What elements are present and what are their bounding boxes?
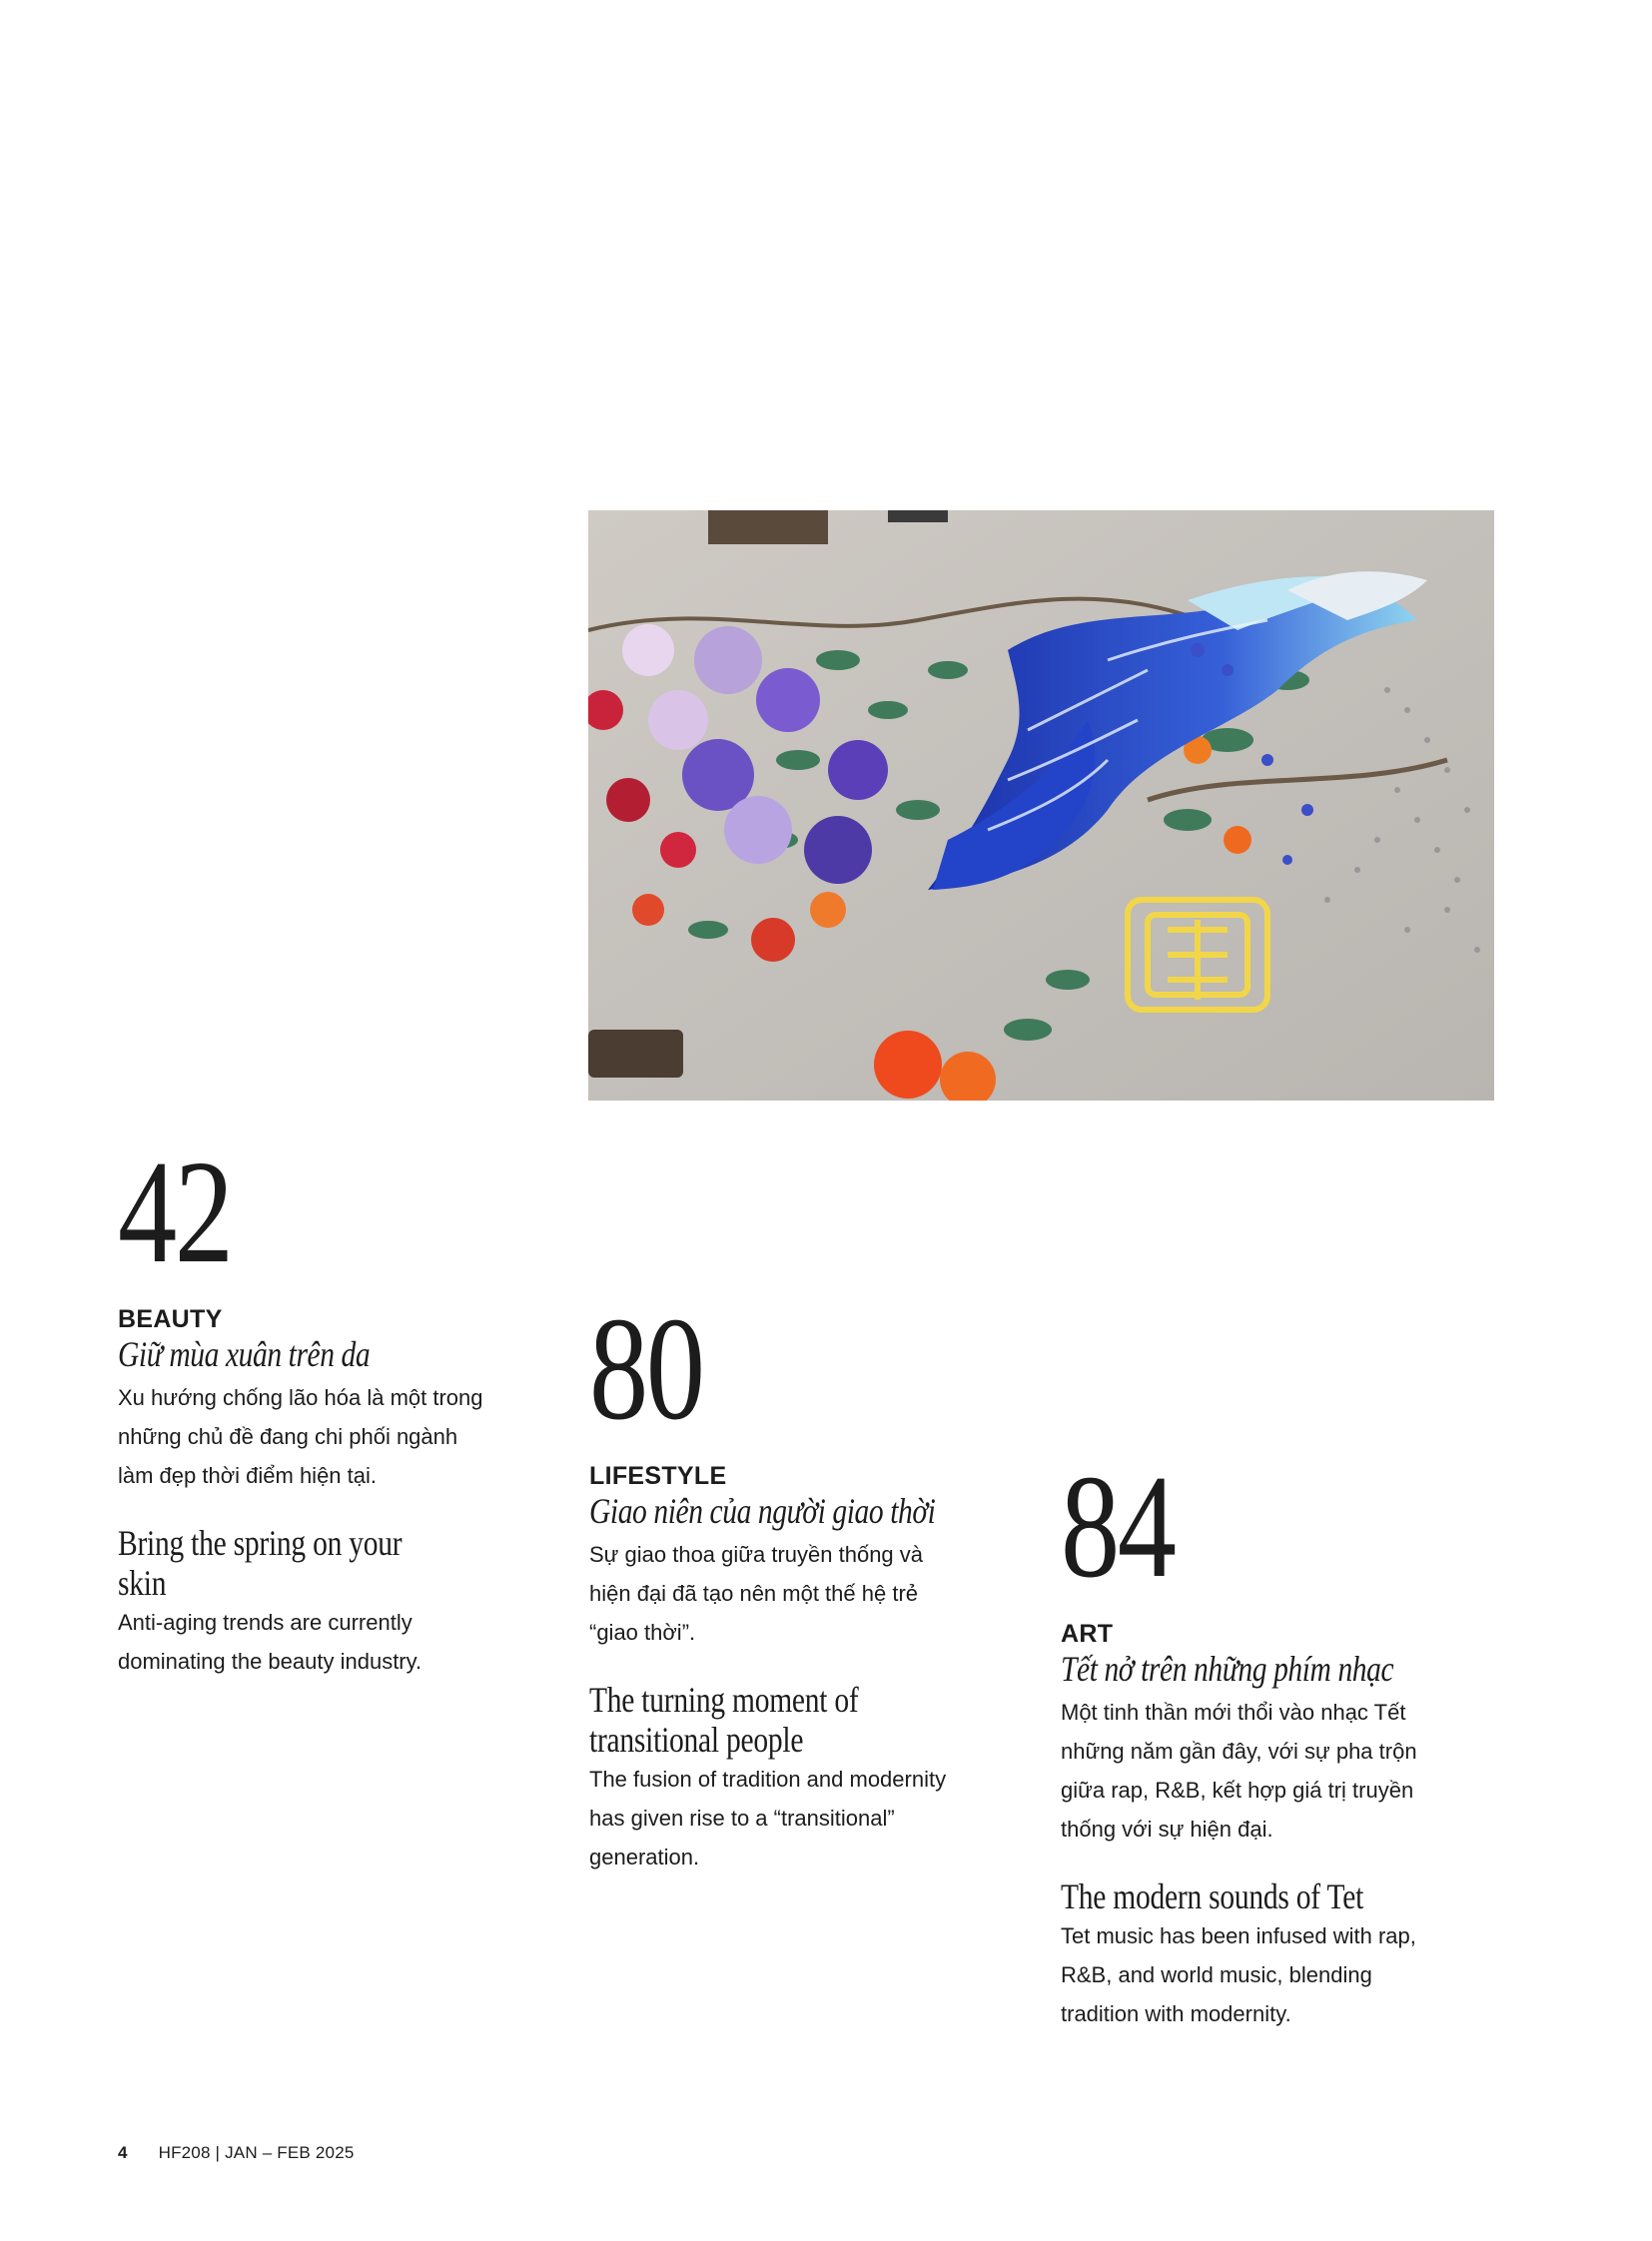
description-english: Anti-aging trends are currently dominating the beauty industry. [118, 1610, 422, 1674]
title-english: The modern sounds of Tet [1061, 1876, 1364, 1916]
embroidery-illustration [588, 510, 1494, 1101]
page-number-42: 42 [118, 1130, 232, 1294]
article-lifestyle[interactable] [589, 1287, 989, 1876]
footer-page-number: 4 [118, 2143, 128, 2162]
description-english: The fusion of tradition and modernity has given rise to a “transitional” generation. [589, 1767, 947, 1869]
hero-image [588, 510, 1494, 1101]
page-number-80: 80 [589, 1287, 703, 1451]
title-english: The turning moment of transitional people [589, 1680, 859, 1760]
title-vietnamese: Tết nở trên những phím nhạc [1061, 1649, 1394, 1689]
description-vietnamese: Xu hướng chống lão hóa là một trong những chủ đề đang chi phối ngành làm đẹp thời điểm hiện tại. [118, 1385, 483, 1488]
article-art[interactable] [1061, 1445, 1460, 2033]
description-vietnamese: Sự giao thoa giữa truyền thống và hiện đại đã tạo nên một thế hệ trẻ “giao thời”. [589, 1542, 924, 1645]
category-label: ART [1061, 1620, 1114, 1648]
description-vietnamese: Một tinh thần mới thổi vào nhạc Tết những năm gần đây, với sự pha trộn giữa rap, R&B, kết hợp giá trị truyền thống với sự hiện đại. [1061, 1700, 1417, 1842]
description-english: Tet music has been infused with rap, R&B, and world music, blending tradition with modernity. [1061, 1923, 1416, 2026]
category-label: BEAUTY [118, 1305, 223, 1333]
category-label: LIFESTYLE [589, 1462, 727, 1490]
page-footer [118, 2143, 355, 2163]
page-number-84: 84 [1061, 1445, 1175, 1609]
title-english: Bring the spring on your skin [118, 1523, 403, 1603]
article-beauty[interactable] [118, 1130, 517, 1681]
title-vietnamese: Giữ mùa xuân trên da [118, 1334, 371, 1374]
issue-label: HF208 | JAN – FEB 2025 [158, 2143, 355, 2162]
title-vietnamese: Giao niên của người giao thời [589, 1491, 936, 1531]
